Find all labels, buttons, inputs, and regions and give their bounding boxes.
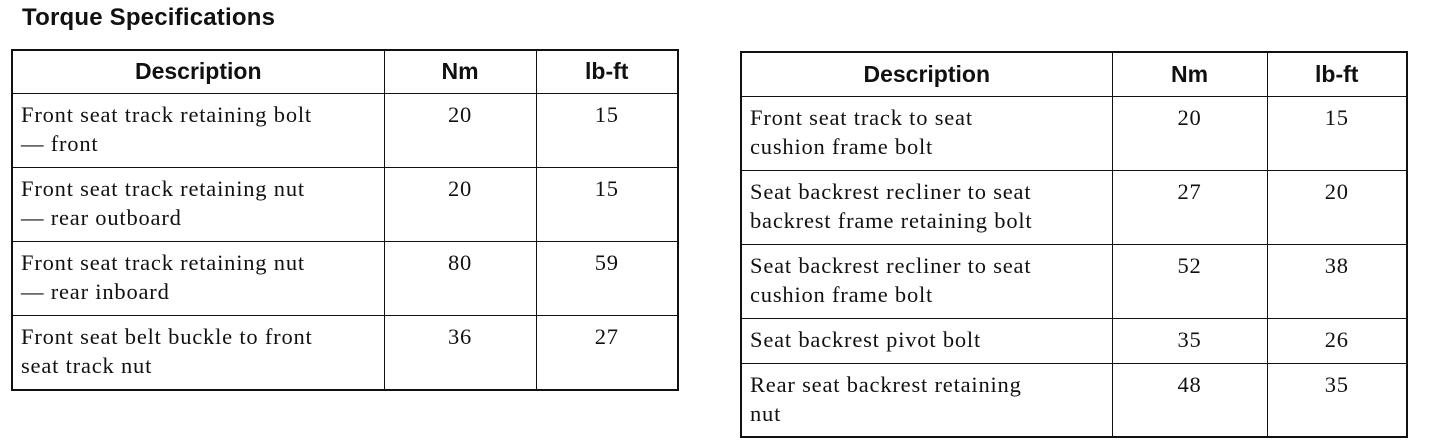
nm-value: 48 — [1112, 363, 1267, 437]
description-line: cushion frame bolt — [750, 133, 934, 159]
description-line: nut — [750, 400, 782, 426]
description-cell — [12, 93, 384, 167]
header-row — [741, 52, 1407, 96]
column-header-description: Description — [741, 52, 1112, 96]
description-cell — [741, 244, 1112, 318]
description-line: Seat backrest pivot bolt — [750, 326, 982, 352]
torque-table-right — [740, 51, 1408, 438]
lbft-value: 35 — [1267, 363, 1407, 437]
torque-table-left — [11, 49, 679, 391]
description-line: Front seat belt buckle to front — [21, 323, 313, 349]
description-cell — [741, 96, 1112, 170]
description-line: Seat backrest recliner to seat — [750, 178, 1032, 204]
description-cell — [12, 167, 384, 241]
column-header-description: Description — [12, 50, 384, 93]
description-cell — [741, 318, 1112, 363]
nm-value: 20 — [1112, 96, 1267, 170]
nm-value: 20 — [384, 93, 536, 167]
column-header-nm: Nm — [384, 50, 536, 93]
lbft-value: 26 — [1267, 318, 1407, 363]
column-header-nm: Nm — [1112, 52, 1267, 96]
table-row — [741, 96, 1407, 170]
table-row — [12, 93, 678, 167]
description-line: Seat backrest recliner to seat — [750, 252, 1032, 278]
table-row — [741, 244, 1407, 318]
description-cell — [12, 315, 384, 390]
description-line: backrest frame retaining bolt — [750, 207, 1033, 233]
lbft-value: 20 — [1267, 170, 1407, 244]
description-line: — rear inboard — [21, 278, 170, 304]
nm-value: 80 — [384, 241, 536, 315]
table-row — [741, 363, 1407, 437]
table-row — [12, 241, 678, 315]
description-line: seat track nut — [21, 352, 153, 378]
table-row — [12, 167, 678, 241]
lbft-value: 15 — [536, 167, 678, 241]
nm-value: 27 — [1112, 170, 1267, 244]
description-line: Rear seat backrest retaining — [750, 371, 1022, 397]
lbft-value: 59 — [536, 241, 678, 315]
description-line: Front seat track to seat — [750, 104, 973, 130]
description-cell — [12, 241, 384, 315]
lbft-value: 15 — [536, 93, 678, 167]
description-line: — front — [21, 130, 99, 156]
table-row — [741, 318, 1407, 363]
nm-value: 20 — [384, 167, 536, 241]
table-row — [12, 315, 678, 390]
column-header-lbft: lb-ft — [1267, 52, 1407, 96]
table-row — [741, 170, 1407, 244]
page-title: Torque Specifications — [22, 4, 276, 31]
description-line: Front seat track retaining bolt — [21, 101, 312, 127]
description-cell — [741, 170, 1112, 244]
header-row — [12, 50, 678, 93]
nm-value: 35 — [1112, 318, 1267, 363]
description-line: Front seat track retaining nut — [21, 175, 305, 201]
lbft-value: 15 — [1267, 96, 1407, 170]
lbft-value: 38 — [1267, 244, 1407, 318]
column-header-lbft: lb-ft — [536, 50, 678, 93]
description-line: — rear outboard — [21, 204, 182, 230]
nm-value: 52 — [1112, 244, 1267, 318]
nm-value: 36 — [384, 315, 536, 390]
description-cell — [741, 363, 1112, 437]
description-line: cushion frame bolt — [750, 281, 934, 307]
description-line: Front seat track retaining nut — [21, 249, 305, 275]
lbft-value: 27 — [536, 315, 678, 390]
